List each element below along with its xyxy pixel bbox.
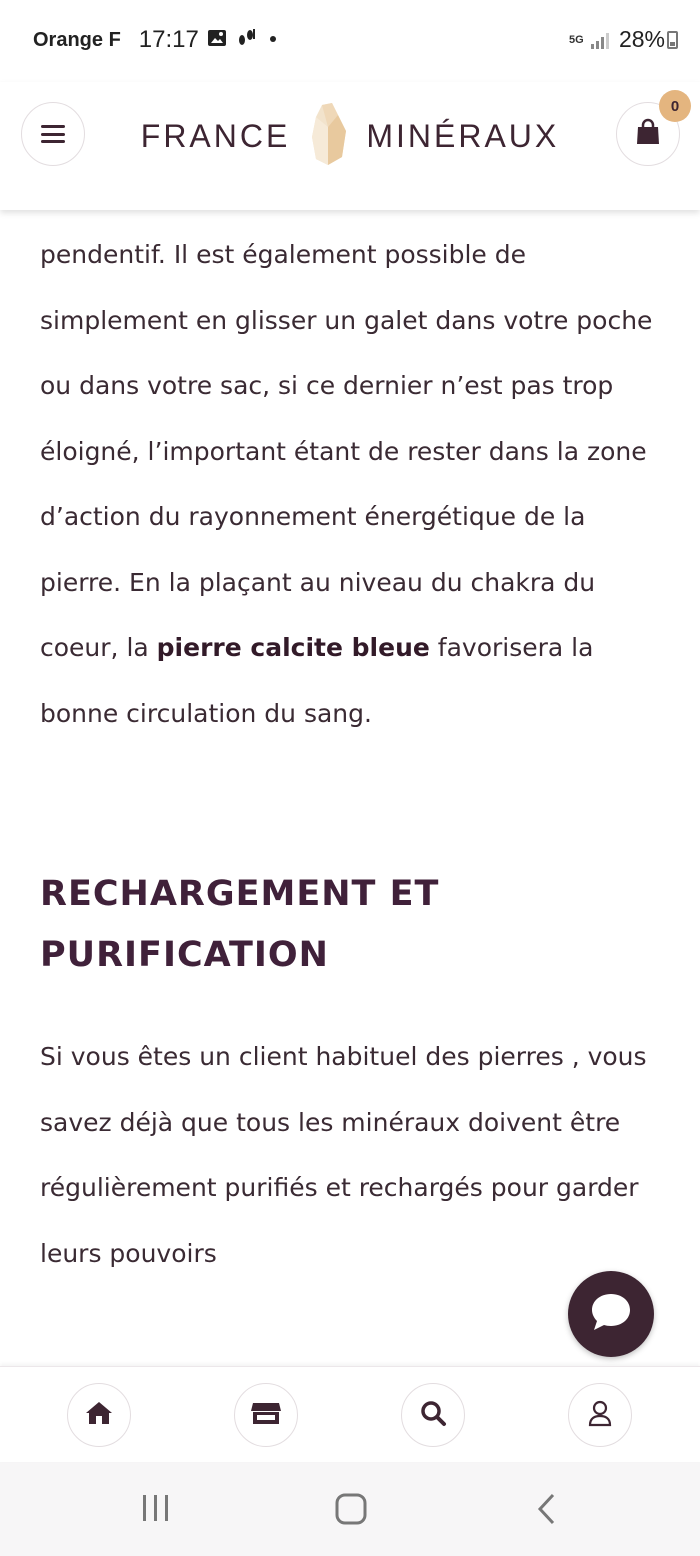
notification-dot-icon [265,30,281,51]
section-heading: RECHARGEMENT ET PURIFICATION [40,874,440,975]
article-content [40,222,660,1286]
system-navigation-bar [0,1462,700,1556]
shop-icon [250,1400,282,1430]
paragraph-text: pendentif. Il est également possible de simplement en glisser un galet dans votre poche ou dans votre sac, si ce dernier n’est pas trop éloigné, l’important étant de rester dans la zone d’action du rayonnement énergétique de la pierre. En la plaçant au niveau du chakra du coeur, la [40,240,653,662]
status-right [569,26,678,53]
chat-bubble-icon [588,1290,634,1338]
battery-percentage: 28% [618,26,665,52]
site-logo[interactable] [140,94,560,178]
signal-strength-icon [591,31,609,49]
logo-text-left: FRANCE [140,117,291,154]
nav-search-button[interactable] [401,1383,465,1447]
battery-icon [667,31,678,49]
status-bar [0,0,700,82]
logo-text-right: MINÉRAUX [366,117,560,154]
chat-button[interactable] [568,1271,654,1357]
paragraph-text: favorisera la bonne circulation du sang. [40,633,594,728]
crystal-logo-icon [308,101,348,171]
shopping-bag-icon [635,118,661,150]
clock: 17:17 [138,26,199,53]
home-icon [84,1400,114,1430]
status-left [33,26,281,54]
steps-notification-icon [235,28,257,53]
hamburger-icon [41,125,65,143]
account-icon [587,1399,613,1431]
nav-account-button[interactable] [568,1383,632,1447]
article-paragraph: Si vous êtes un client habituel des pierres , vous savez déjà que tous les minéraux doivent être régulièrement purifiés et rechargés pour garder leurs pouvoirs [40,1042,647,1268]
bottom-navigation [0,1366,700,1462]
article-paragraph [40,222,660,746]
gallery-notification-icon [207,28,227,53]
back-arrow-icon [534,1492,560,1530]
home-square-icon [334,1492,368,1530]
network-type: 5G [568,33,584,46]
recent-apps-icon [138,1492,174,1528]
highlight-text: pierre calcite bleue [156,633,430,662]
home-system-button[interactable] [334,1492,368,1530]
cart-count-badge[interactable]: 0 [659,90,691,122]
search-icon [419,1399,447,1431]
menu-button[interactable] [21,102,85,166]
carrier-name: Orange F [33,28,121,51]
back-button[interactable] [534,1492,560,1530]
nav-home-button[interactable] [67,1383,131,1447]
site-header [0,82,700,210]
nav-shop-button[interactable] [234,1383,298,1447]
recent-apps-button[interactable] [138,1492,174,1528]
